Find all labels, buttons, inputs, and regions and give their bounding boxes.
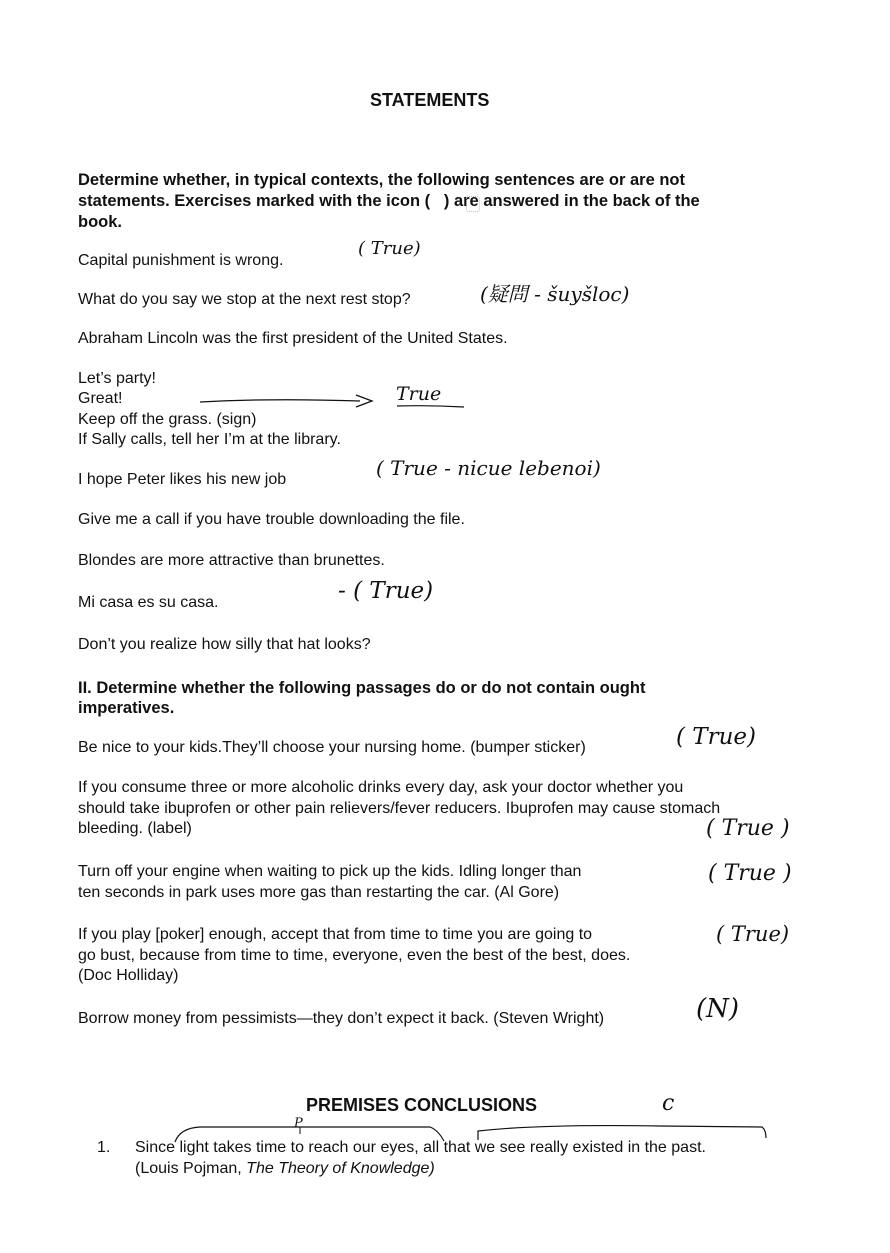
handwritten-note: - ( True) <box>338 578 434 604</box>
passage-line: go bust, because from time to time, everyone, even the best of the best, does. <box>78 947 631 964</box>
passage-line: Be nice to your kids.They’ll choose your nursing home. (bumper sticker) <box>78 739 586 756</box>
handwritten-mark: P <box>294 1116 303 1131</box>
passage-line: Turn off your engine when waiting to pick up the kids. Idling longer than <box>78 863 582 880</box>
sentence-item: Mi casa es su casa. <box>78 594 219 611</box>
page-title: STATEMENTS <box>370 90 490 110</box>
handwritten-note: True <box>396 383 442 405</box>
source-title: The Theory of Knowledge) <box>246 1160 435 1177</box>
handwritten-note: ( True) <box>676 724 757 750</box>
conclusion-bracket <box>478 1126 766 1140</box>
sentence-item: Don’t you realize how silly that hat looks? <box>78 636 371 653</box>
handwritten-note: ( True ) <box>708 861 792 886</box>
sentence-item: Blondes are more attractive than brunettes. <box>78 552 385 569</box>
passage-line: ten seconds in park uses more gas than restarting the car. (Al Gore) <box>78 884 560 901</box>
argument-text: Since light takes time to reach our eyes, all that we see really existed in the past. <box>135 1139 706 1156</box>
handwritten-note: (N) <box>696 994 740 1024</box>
handwritten-mark: c <box>662 1091 675 1116</box>
sentence-item: Let’s party! <box>78 370 156 387</box>
sentence-item: Capital punishment is wrong. <box>78 252 284 269</box>
handwritten-note: ( True) <box>716 922 790 946</box>
passage-line: If you play [poker] enough, accept that from time to time you are going to <box>78 926 593 943</box>
premise-bracket <box>175 1127 444 1142</box>
sentence-item: If Sally calls, tell her I’m at the library. <box>78 431 341 448</box>
arrow-line <box>200 400 360 402</box>
passage-line: should take ibuprofen or other pain relievers/fever reducers. Ibuprofen may cause stomach <box>78 800 721 817</box>
section1-intro-line: Determine whether, in typical contexts, the following sentences are or are not <box>78 171 685 189</box>
sentence-item: Abraham Lincoln was the first president of the United States. <box>78 330 508 347</box>
item-number: 1. <box>97 1139 111 1156</box>
sentence-item: Great! <box>78 390 123 407</box>
passage-line: (Doc Holliday) <box>78 967 179 984</box>
underline <box>397 406 464 407</box>
sentence-item: I hope Peter likes his new job <box>78 471 287 488</box>
handwritten-note: ( True) <box>358 238 421 259</box>
section1-intro-line: statements. Exercises marked with the icon ( ) are answered in the back of the <box>78 192 700 210</box>
sentence-item: Keep off the grass. (sign) <box>78 411 257 428</box>
section2-heading: imperatives. <box>78 699 175 717</box>
handwritten-note: (疑問 - šuyšloc) <box>480 282 630 306</box>
handwritten-note: ( True ) <box>706 816 790 841</box>
source-author: (Louis Pojman, <box>135 1160 247 1177</box>
section3-heading: PREMISES CONCLUSIONS <box>306 1095 538 1115</box>
handwritten-note: ( True - nicue lebenoi) <box>376 456 601 480</box>
sentence-item: What do you say we stop at the next rest stop? <box>78 291 411 308</box>
passage-line: bleeding. (label) <box>78 820 192 837</box>
passage-line: If you consume three or more alcoholic drinks every day, ask your doctor whether you <box>78 779 684 796</box>
sentence-item: Give me a call if you have trouble downloading the file. <box>78 511 465 528</box>
section1-intro-line: book. <box>78 213 122 231</box>
section2-heading: II. Determine whether the following passages do or do not contain ought <box>78 679 646 697</box>
passage-line: Borrow money from pessimists—they don’t expect it back. (Steven Wright) <box>78 1010 605 1027</box>
